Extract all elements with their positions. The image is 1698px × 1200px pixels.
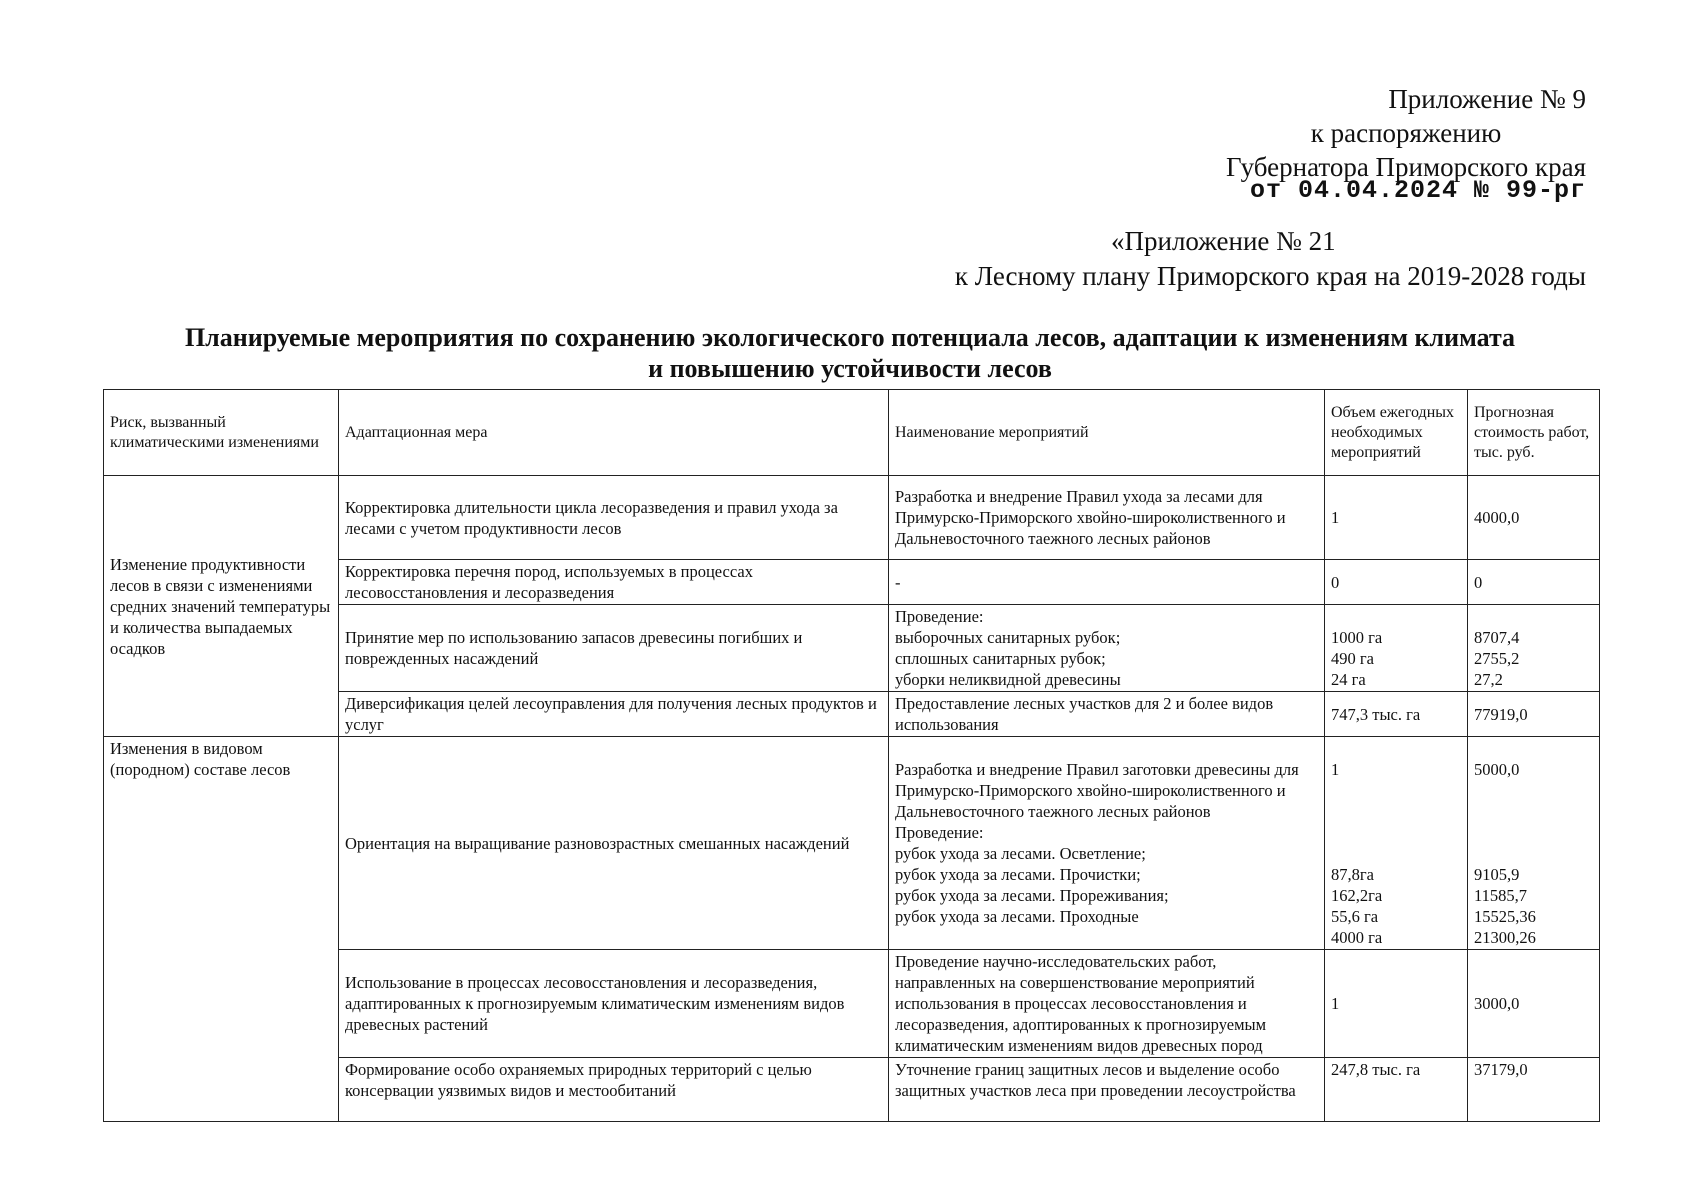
- cost-cell: 0: [1468, 560, 1600, 605]
- measure-cell: Формирование особо охраняемых природных территорий с целью консервации уязвимых видов и местообитаний: [339, 1058, 889, 1122]
- volume-cell: 0: [1325, 560, 1468, 605]
- appendix-line-2: к Лесному плану Приморского края на 2019-2028 годы: [954, 261, 1586, 291]
- cost-cell: 77919,0: [1468, 692, 1600, 737]
- measure-cell: Ориентация на выращивание разновозрастных смешанных насаждений: [339, 737, 889, 950]
- measure-cell: Принятие мер по использованию запасов древесины погибших и поврежденных насаждений: [339, 605, 889, 692]
- action-cell: -: [889, 560, 1325, 605]
- action-cell: Предоставление лесных участков для 2 и более видов использования: [889, 692, 1325, 737]
- header-risk: Риск, вызванный климатическими изменениями: [104, 390, 339, 476]
- cost-cell: 5000,0 9105,9 11585,7 15525,36 21300,26: [1468, 737, 1600, 950]
- header-line-2: к распоряжению: [1310, 118, 1502, 148]
- appendix-line-1: «Приложение № 21: [1111, 226, 1336, 256]
- header-measure: Адаптационная мера: [339, 390, 889, 476]
- volume-cell: 1 87,8га 162,2га 55,6 га 4000 га: [1325, 737, 1468, 950]
- action-cell: Проведение: выборочных санитарных рубок; сплошных санитарных рубок; уборки неликвидной древесины: [889, 605, 1325, 692]
- risk-cell: Изменение продуктивности лесов в связи с изменениями средних значений температуры и количества выпадаемых осадков: [104, 476, 339, 737]
- measure-cell: Корректировка длительности цикла лесоразведения и правил ухода за лесами с учетом продуктивности лесов: [339, 476, 889, 560]
- risk-cell: Изменения в видовом (породном) составе лесов: [104, 737, 339, 1122]
- header-action: Наименование мероприятий: [889, 390, 1325, 476]
- volume-cell: 247,8 тыс. га: [1325, 1058, 1468, 1122]
- action-cell: Проведение научно-исследовательских работ, направленных на совершенствование мероприятий использования в процессах лесовосстановления и лесоразведения, адоптированных к прогнозируемым климатическим изменениям видов древесных пород: [889, 950, 1325, 1058]
- document-header: [1226, 82, 1586, 184]
- header-line-3: Губернатора Приморского края: [1226, 152, 1586, 182]
- appendix-reference: [886, 224, 1586, 294]
- action-cell: Разработка и внедрение Правил ухода за лесами для Примурско-Приморского хвойно-широколиственного и Дальневосточного таежного лесных районов: [889, 476, 1325, 560]
- measures-table: [103, 389, 1600, 1122]
- action-cell: Разработка и внедрение Правил заготовки древесины для Примурско-Приморского хвойно-широколиственного и Дальневосточного таежного лесных районов Проведение: рубок ухода за лесами. Осветление; рубок ухода за лесами. Прочистки; рубок ухода за лесами. Прореживания; рубок ухода за лесами. Проходные: [889, 737, 1325, 950]
- header-line-1: Приложение № 9: [1388, 84, 1586, 114]
- volume-cell: 1: [1325, 476, 1468, 560]
- title-line-1: Планируемые мероприятия по сохранению экологического потенциала лесов, адаптации к изменениям климата: [184, 323, 1516, 352]
- measure-cell: Использование в процессах лесовосстановления и лесоразведения, адаптированных к прогнозируемым климатическим изменениям видов древесных растений: [339, 950, 889, 1058]
- cost-cell: 3000,0: [1468, 950, 1600, 1058]
- document-title: [100, 322, 1600, 384]
- header-cost: Прогнозная стоимость работ, тыс. руб.: [1468, 390, 1600, 476]
- table-header-row: [104, 390, 1600, 476]
- volume-cell: 1000 га 490 га 24 га: [1325, 605, 1468, 692]
- title-line-2: и повышению устойчивости лесов: [648, 354, 1052, 383]
- volume-cell: 747,3 тыс. га: [1325, 692, 1468, 737]
- action-cell: Уточнение границ защитных лесов и выделение особо защитных участков леса при проведении лесоустройства: [889, 1058, 1325, 1122]
- cost-cell: 37179,0: [1468, 1058, 1600, 1122]
- table-row: [104, 476, 1600, 560]
- decree-number: от 04.04.2024 № 99-рг: [1249, 176, 1586, 205]
- header-volume: Объем ежегодных необходимых мероприятий: [1325, 390, 1468, 476]
- volume-cell: 1: [1325, 950, 1468, 1058]
- table-row: [104, 737, 1600, 950]
- cost-cell: 4000,0: [1468, 476, 1600, 560]
- cost-cell: 8707,4 2755,2 27,2: [1468, 605, 1600, 692]
- measure-cell: Корректировка перечня пород, используемых в процессах лесовосстановления и лесоразведения: [339, 560, 889, 605]
- measure-cell: Диверсификация целей лесоуправления для получения лесных продуктов и услуг: [339, 692, 889, 737]
